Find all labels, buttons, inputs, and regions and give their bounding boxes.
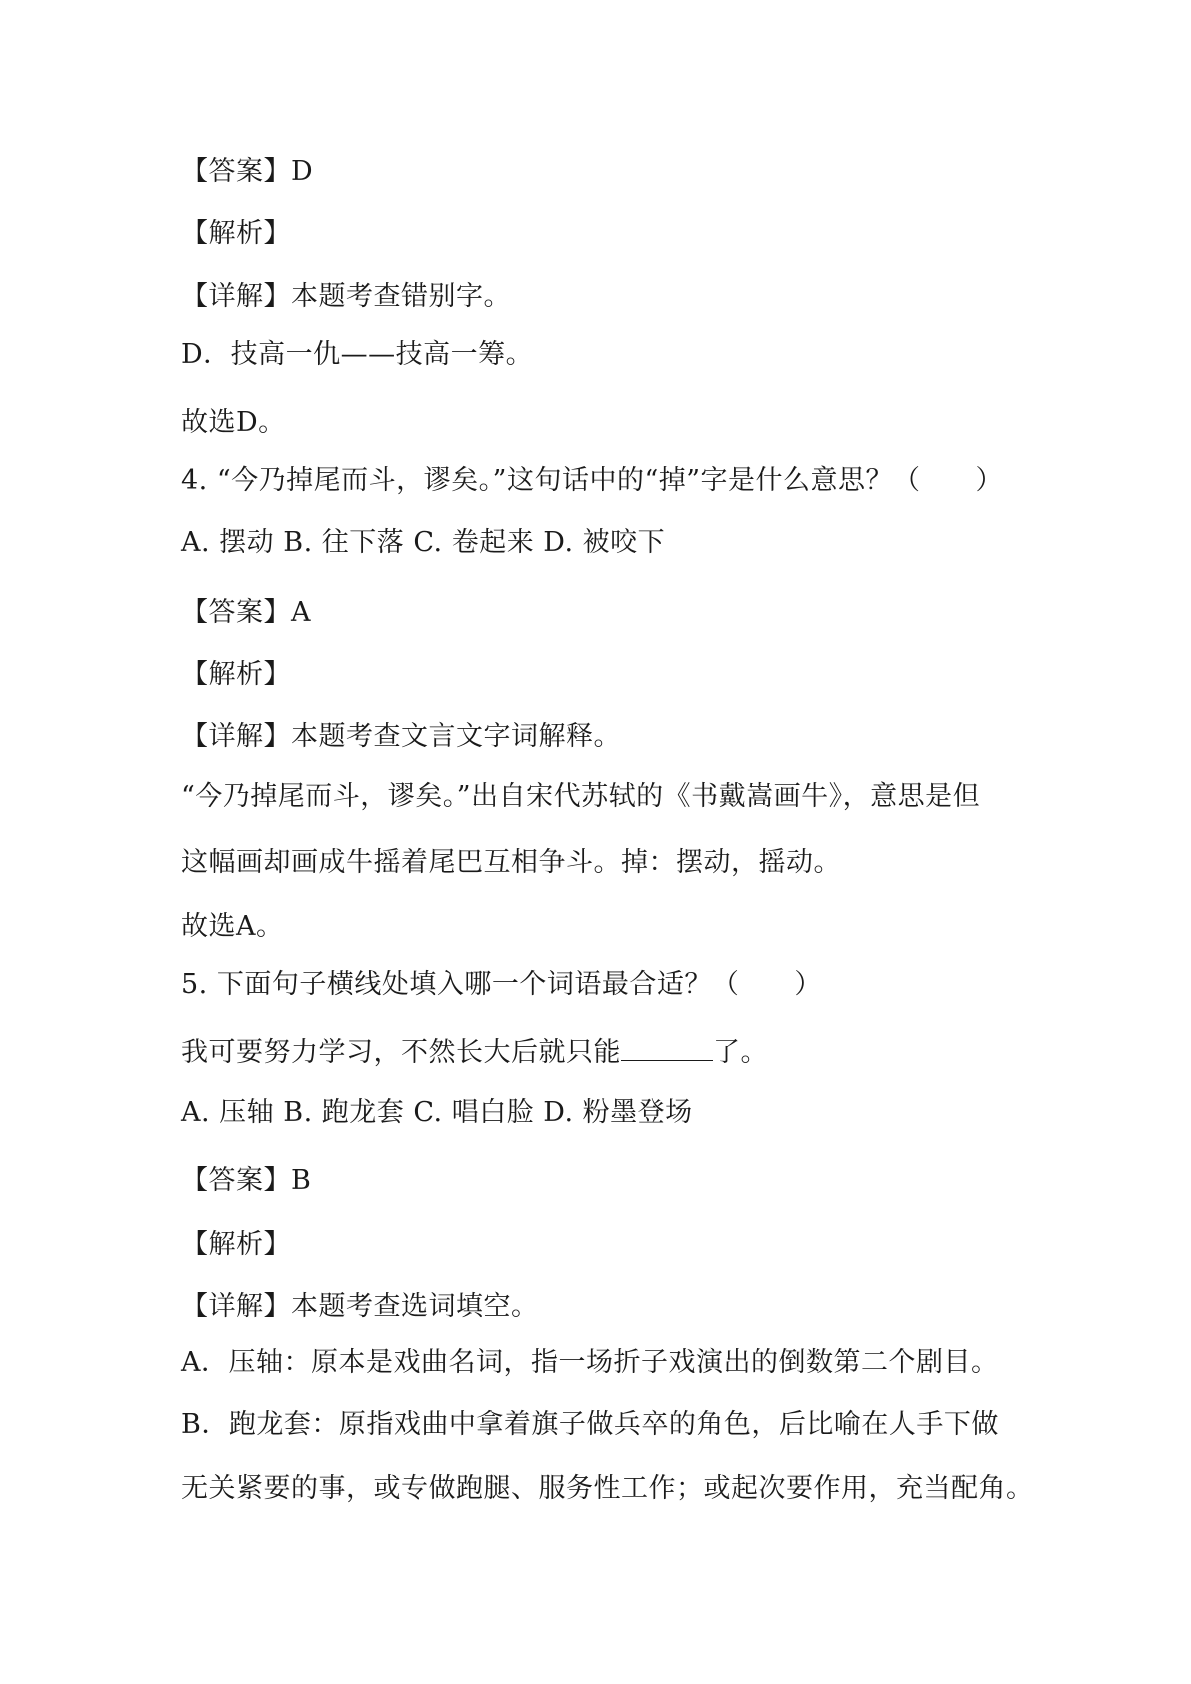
q4-explanation-line-2: 这幅画却画成牛摇着尾巴互相争斗。掉：摆动，摇动。 (181, 847, 841, 878)
q4-analysis-heading: 【解析】 (181, 659, 291, 690)
q5-explanation-a: A．压轴：原本是戏曲名词，指一场折子戏演出的倒数第二个剧目。 (181, 1347, 999, 1378)
q5-analysis-heading: 【解析】 (181, 1229, 291, 1260)
q5-detail: 【详解】本题考查选词填空。 (181, 1291, 539, 1322)
q4-detail: 【详解】本题考查文言文字词解释。 (181, 721, 621, 752)
q4-conclusion: 故选A。 (181, 911, 284, 942)
q5-explanation-b-line-1: B．跑龙套：原指戏曲中拿着旗子做兵卒的角色，后比喻在人手下做 (181, 1409, 999, 1440)
q5-question: 5. 下面句子横线处填入哪一个词语最合适？（ ） (181, 969, 822, 1000)
q3-detail: 【详解】本题考查错别字。 (181, 281, 511, 312)
q4-options: A. 摆动 B. 往下落 C. 卷起来 D. 被咬下 (181, 527, 666, 558)
q5-sentence-before: 我可要努力学习，不然长大后就只能 (181, 1037, 621, 1068)
q4-question: 4. “今乃掉尾而斗，谬矣。”这句话中的“掉”字是什么意思？（ ） (181, 465, 1004, 496)
q5-sentence (181, 1036, 768, 1070)
q5-options: A. 压轴 B. 跑龙套 C. 唱白脸 D. 粉墨登场 (181, 1097, 693, 1128)
q3-conclusion: 故选D。 (181, 407, 286, 438)
q3-answer: 【答案】D (181, 156, 314, 187)
q3-explanation: D．技高一仇——技高一筹。 (181, 339, 534, 370)
q3-analysis-heading: 【解析】 (181, 218, 291, 249)
q4-explanation-line-1: “今乃掉尾而斗，谬矣。”出自宋代苏轼的《书戴嵩画牛》，意思是但 (181, 781, 981, 812)
q5-fill-blank (621, 1036, 713, 1061)
q5-answer: 【答案】B (181, 1165, 312, 1196)
q4-answer: 【答案】A (181, 597, 311, 628)
q5-explanation-b-line-2: 无关紧要的事，或专做跑腿、服务性工作；或起次要作用，充当配角。 (181, 1473, 1034, 1504)
q5-sentence-after: 了。 (713, 1037, 768, 1068)
